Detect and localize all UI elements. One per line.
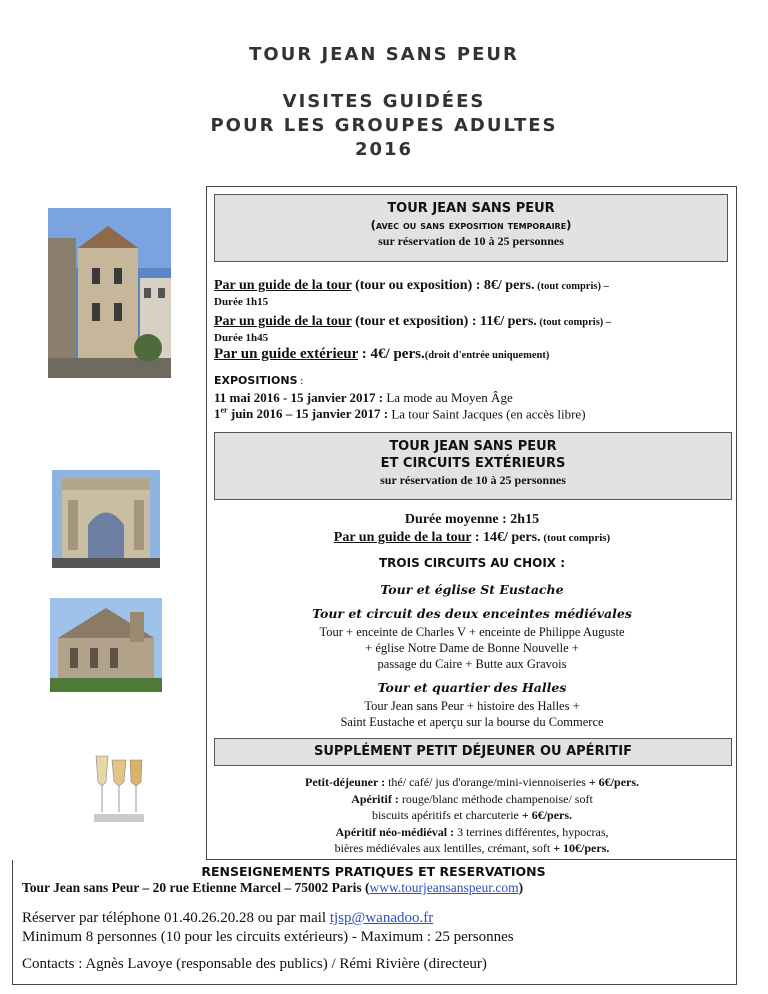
exposition-2-dates: 1er juin 2016 – 15 janvier 2017 :: [214, 406, 389, 422]
offer-guide-tour-expo: [214, 314, 730, 330]
contacts-line: Contacts : Agnès Lavoye (responsable des publics) / Rémi Rivière (directeur): [22, 956, 487, 972]
offer-guide-tour-price: (tour ou exposition) : 8€/ pers.: [351, 278, 535, 293]
offer-external-guide-label: Par un guide extérieur: [214, 346, 359, 362]
exposition-2-title: La tour Saint Jacques (en accès libre): [388, 406, 586, 422]
address-line: [22, 880, 732, 896]
exposition-2: [214, 406, 586, 422]
section-circuits-title-2: ET CIRCUITS EXTÉRIEURS: [380, 456, 566, 471]
porte-saint-denis-photo: [52, 470, 160, 568]
reservation-text: Réserver par téléphone 01.40.26.20.28 ou par mail: [22, 910, 330, 926]
exposition-1-dates: 11 mai 2016 - 15 janvier 2017 :: [214, 390, 384, 405]
circuits-price-label: Par un guide de la tour: [333, 530, 472, 545]
circuit-3-description: Tour Jean sans Peur + histoire des Halles + Saint Eustache et aperçu sur la bourse du Commerce: [340, 699, 604, 729]
section-tour-header: [214, 194, 728, 262]
section-tour-subtitle: (avec ou sans exposition temporaire): [370, 218, 572, 232]
supplement-aperitif-2: biscuits apéritifs et charcuterie + 6€/pers.: [371, 808, 573, 822]
circuit-1-title: Tour et église St Eustache: [380, 582, 564, 597]
offer-external-guide: [214, 346, 730, 363]
reservation-line: [22, 910, 732, 927]
circuit-3-title: Tour et quartier des Halles: [377, 680, 567, 695]
saint-eustache-photo: [50, 598, 162, 692]
offer-guide-tour-expo-label: Par un guide de la tour: [214, 314, 352, 329]
offer-guide-tour-expo-price: (tour et exposition) : 11€/ pers.: [351, 314, 537, 329]
offer-guide-tour-label: Par un guide de la tour: [214, 278, 352, 293]
website-link[interactable]: www.tourjeansanspeur.com: [369, 880, 519, 895]
expositions-label-text: EXPOSITIONS: [214, 374, 298, 387]
offer-guide-tour-expo-note: (tout compris) –: [536, 317, 612, 328]
subtitle-line-2: POUR LES GROUPES ADULTES: [210, 115, 558, 136]
offer-external-guide-price: : 4€/ pers.: [358, 346, 425, 362]
offer-guide-tour: [214, 278, 730, 294]
circuits-price-note: (tout compris): [540, 532, 611, 544]
section-circuits-reservation: sur réservation de 10 à 25 personnes: [380, 473, 566, 487]
address-end: ): [518, 880, 524, 895]
offer-external-guide-note: (droit d'entrée uniquement): [424, 350, 550, 361]
supplement-aperitif: Apéritif : rouge/blanc méthode champenoise/ soft: [351, 791, 593, 806]
exposition-1-title: La mode au Moyen Âge: [383, 390, 513, 405]
offer-guide-tour-note: (tout compris) –: [534, 281, 609, 292]
exposition-1: [214, 390, 513, 406]
supplement-neo-medieval-2: bières médiévales aux lentilles, crémant, soft + 10€/pers.: [334, 841, 610, 855]
glasses-photo: [94, 752, 144, 822]
circuit-2-description: Tour + enceinte de Charles V + enceinte de Philippe Auguste + église Notre Dame de Bonne Nouvelle + passage du Caire + Butte aux Gravois: [319, 625, 625, 671]
supplement-neo-medieval: Apéritif néo-médiéval : 3 terrines différentes, hypocras,: [335, 824, 609, 839]
address-text: Tour Jean sans Peur – 20 rue Etienne Marcel – 75002 Paris (: [22, 880, 370, 895]
circuits-choice-label: TROIS CIRCUITS AU CHOIX :: [378, 556, 566, 570]
supplement-breakfast: Petit-déjeuner : thé/ café/ jus d'orange/mini-viennoiseries + 6€/pers.: [304, 775, 640, 789]
supplement-details: [214, 774, 730, 857]
circuit-2-title: Tour et circuit des deux enceintes médiévales: [312, 606, 632, 621]
section-circuits-title-1: TOUR JEAN SANS PEUR: [389, 439, 557, 454]
section-tour-reservation: sur réservation de 10 à 25 personnes: [378, 234, 564, 248]
page-subtitle: [0, 90, 768, 162]
page-title: TOUR JEAN SANS PEUR: [249, 44, 519, 65]
section-circuits-header: [214, 432, 732, 500]
group-size-line: Minimum 8 personnes (10 pour les circuits extérieurs) - Maximum : 25 personnes: [22, 929, 514, 945]
expositions-label: [214, 374, 303, 387]
offer-guide-tour-duration: Durée 1h15: [214, 296, 269, 308]
subtitle-line-3: 2016: [354, 139, 414, 160]
tower-photo: [48, 208, 171, 378]
expositions-label-colon: :: [297, 375, 304, 387]
section-tour-title: TOUR JEAN SANS PEUR: [387, 201, 555, 216]
circuits-price-value: : 14€/ pers.: [471, 530, 541, 545]
offer-guide-tour-expo-duration: Durée 1h45: [214, 332, 269, 344]
circuits-price: [214, 530, 730, 546]
email-link[interactable]: tjsp@wanadoo.fr: [329, 910, 434, 926]
subtitle-line-1: VISITES GUIDÉES: [282, 91, 486, 112]
practical-info-title: RENSEIGNEMENTS PRATIQUES ET RESERVATIONS: [201, 864, 546, 879]
circuits-duration: Durée moyenne : 2h15: [404, 512, 540, 527]
section-supplement-header: [214, 738, 732, 766]
section-supplement-title: SUPPLÉMENT PETIT DÉJEUNER OU APÉRITIF: [313, 744, 632, 759]
